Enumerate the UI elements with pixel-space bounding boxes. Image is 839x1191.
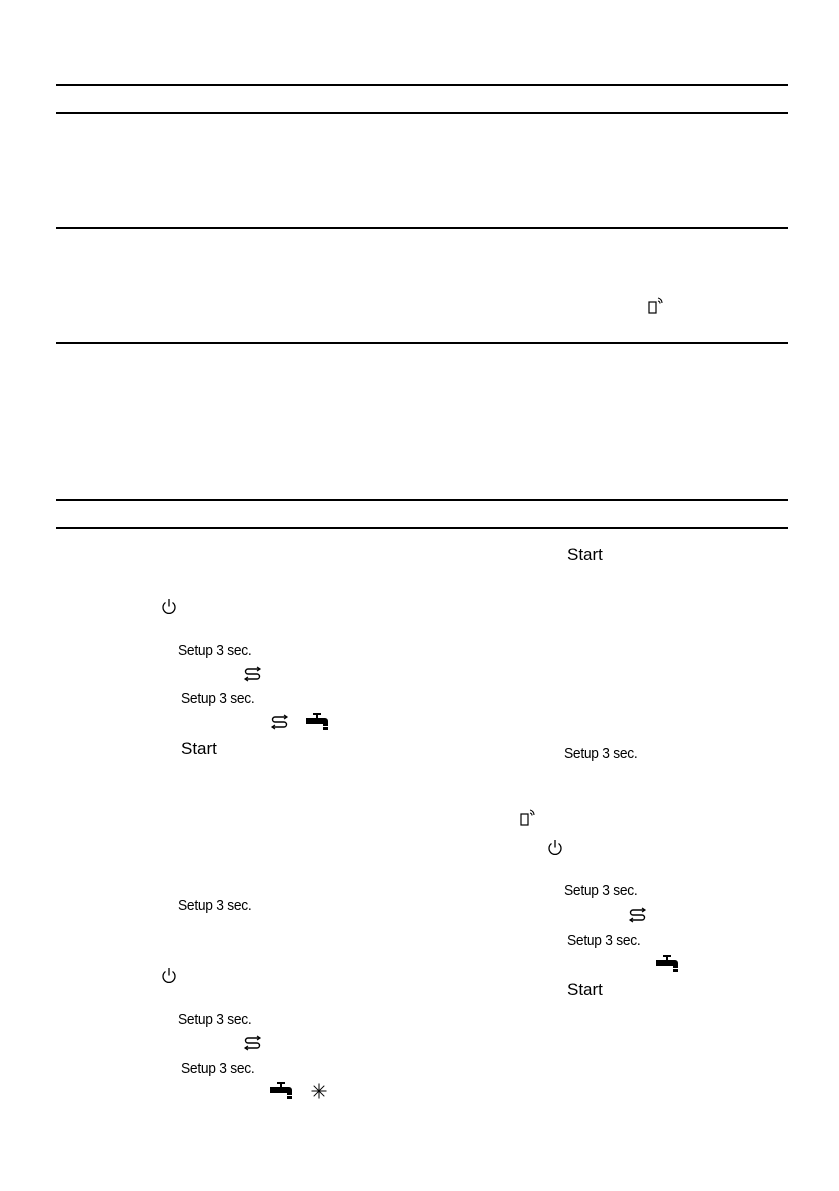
start-label: Start [567, 980, 603, 999]
start-label: Start [181, 739, 217, 758]
rinse-aid-icon [271, 715, 289, 730]
table-header-rule-1 [56, 112, 788, 114]
table-row-rule-2 [56, 342, 788, 344]
setup-label: Setup 3 sec. [178, 642, 252, 659]
water-tap-icon [306, 713, 329, 731]
setup-label: Setup 3 sec. [178, 897, 252, 914]
power-icon [547, 839, 563, 856]
rinse-aid-icon [629, 908, 647, 923]
setup-label: Setup 3 sec. [181, 1060, 255, 1077]
table2-header-rule [56, 527, 788, 529]
setup-label: Setup 3 sec. [181, 690, 255, 707]
table-top-rule [56, 84, 788, 86]
rinse-aid-icon [244, 1036, 262, 1051]
setup-label: Setup 3 sec. [178, 1011, 252, 1028]
table-row-rule-1 [56, 227, 788, 229]
snowflake-icon [311, 1083, 327, 1099]
power-icon [161, 967, 177, 984]
remote-start-icon [520, 809, 536, 827]
remote-start-icon [648, 297, 664, 315]
water-tap-icon [270, 1082, 293, 1100]
power-icon [161, 598, 177, 615]
setup-label: Setup 3 sec. [564, 745, 638, 762]
setup-label: Setup 3 sec. [564, 882, 638, 899]
rinse-aid-icon [244, 667, 262, 682]
water-tap-icon [656, 955, 679, 973]
table2-top-rule [56, 499, 788, 501]
start-label: Start [567, 545, 603, 564]
setup-label: Setup 3 sec. [567, 932, 641, 949]
